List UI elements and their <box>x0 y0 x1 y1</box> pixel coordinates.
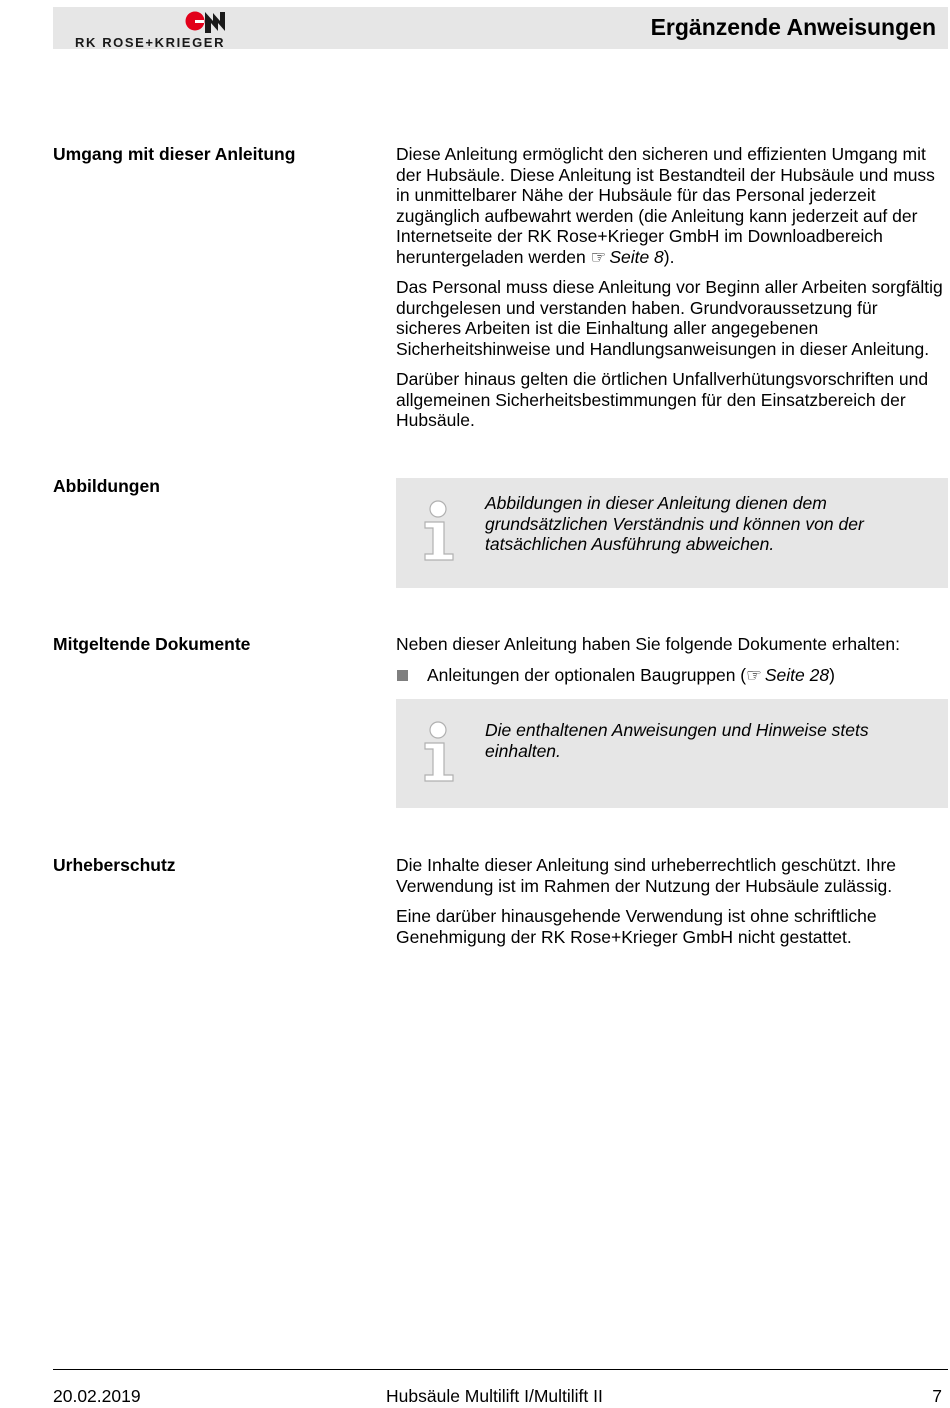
footer-divider <box>53 1369 948 1370</box>
info-icon <box>422 498 458 562</box>
company-logo <box>63 9 233 49</box>
hand-pointer-icon: ☞ <box>746 664 762 685</box>
section-heading-umgang: Umgang mit dieser Anleitung <box>53 144 296 164</box>
info-note-box <box>396 478 948 588</box>
paragraph: Die Inhalte dieser Anleitung sind urheberrechtlich geschützt. Ihre Verwendung ist im Rahmen der Nutzung der Hubsäule zulässig. <box>396 855 897 896</box>
footer-product: Hubsäule Multilift I/Multilift II <box>386 1386 603 1406</box>
section-heading-urheberschutz: Urheberschutz <box>53 855 176 875</box>
page-reference-link[interactable]: Seite 28 <box>764 664 830 685</box>
square-bullet-icon <box>397 670 408 681</box>
info-note-text: Abbildungen in dieser Anleitung dienen dem grundsätzlichen Verständnis und können von der tatsächlichen Ausführung abweichen. <box>485 493 864 554</box>
page-title: Ergänzende Anweisungen <box>650 14 936 40</box>
info-note-text: Die enthaltenen Anweisungen und Hinweise stets einhalten. <box>485 720 869 761</box>
footer-date: 20.02.2019 <box>53 1386 141 1406</box>
hand-pointer-icon: ☞ <box>590 246 607 267</box>
paragraph: Neben dieser Anleitung haben Sie folgende Dokumente erhalten: <box>396 634 900 654</box>
paragraph: Eine darüber hinausgehende Verwendung ist ohne schriftliche Genehmigung der RK Rose+Krieger GmbH nicht gestattet. <box>396 906 877 947</box>
logo-text: RK ROSE+KRIEGER <box>75 35 226 50</box>
page-number: 7 <box>932 1386 942 1406</box>
page-reference-link[interactable]: Seite 8 <box>609 246 664 267</box>
page-header <box>53 7 948 49</box>
section-body-dokumente <box>396 634 946 685</box>
section-body-urheberschutz <box>396 855 946 957</box>
paragraph: Darüber hinaus gelten die örtlichen Unfallverhütungsvorschriften und allgemeinen Sicherheitsbestimmungen für den Einsatzbereich der Hubsäule. <box>396 369 929 430</box>
info-icon <box>422 719 458 783</box>
section-body-umgang <box>396 144 946 441</box>
section-heading-abbildungen: Abbildungen <box>53 476 160 496</box>
info-note-box <box>396 699 948 808</box>
paragraph: Diese Anleitung ermöglicht den sicheren und effizienten Umgang mit der Hubsäule. Diese Anleitung ist Bestandteil der Hubsäule und muss in unmittelbarer Nähe der Hubsäule für das Personal jederzeit zugänglich aufbewahrt werden (die Anleitung kann jederzeit auf der Internetseite der RK Rose+Krieger GmbH im Downloadbereich heruntergeladen werden ☞ Seite 8). <box>396 144 935 267</box>
section-heading-dokumente: Mitgeltende Dokumente <box>53 634 251 654</box>
paragraph: Das Personal muss diese Anleitung vor Beginn aller Arbeiten sorgfältig durchgelesen und verstanden haben. Grundvoraussetzung für sicheres Arbeiten ist die Einhaltung aller angegebenen Sicherheitshinweise und Handlungsanweisungen in dieser Anleitung. <box>396 277 943 359</box>
list-item: Anleitungen der optionalen Baugruppen (☞ Seite 28) <box>396 665 946 686</box>
